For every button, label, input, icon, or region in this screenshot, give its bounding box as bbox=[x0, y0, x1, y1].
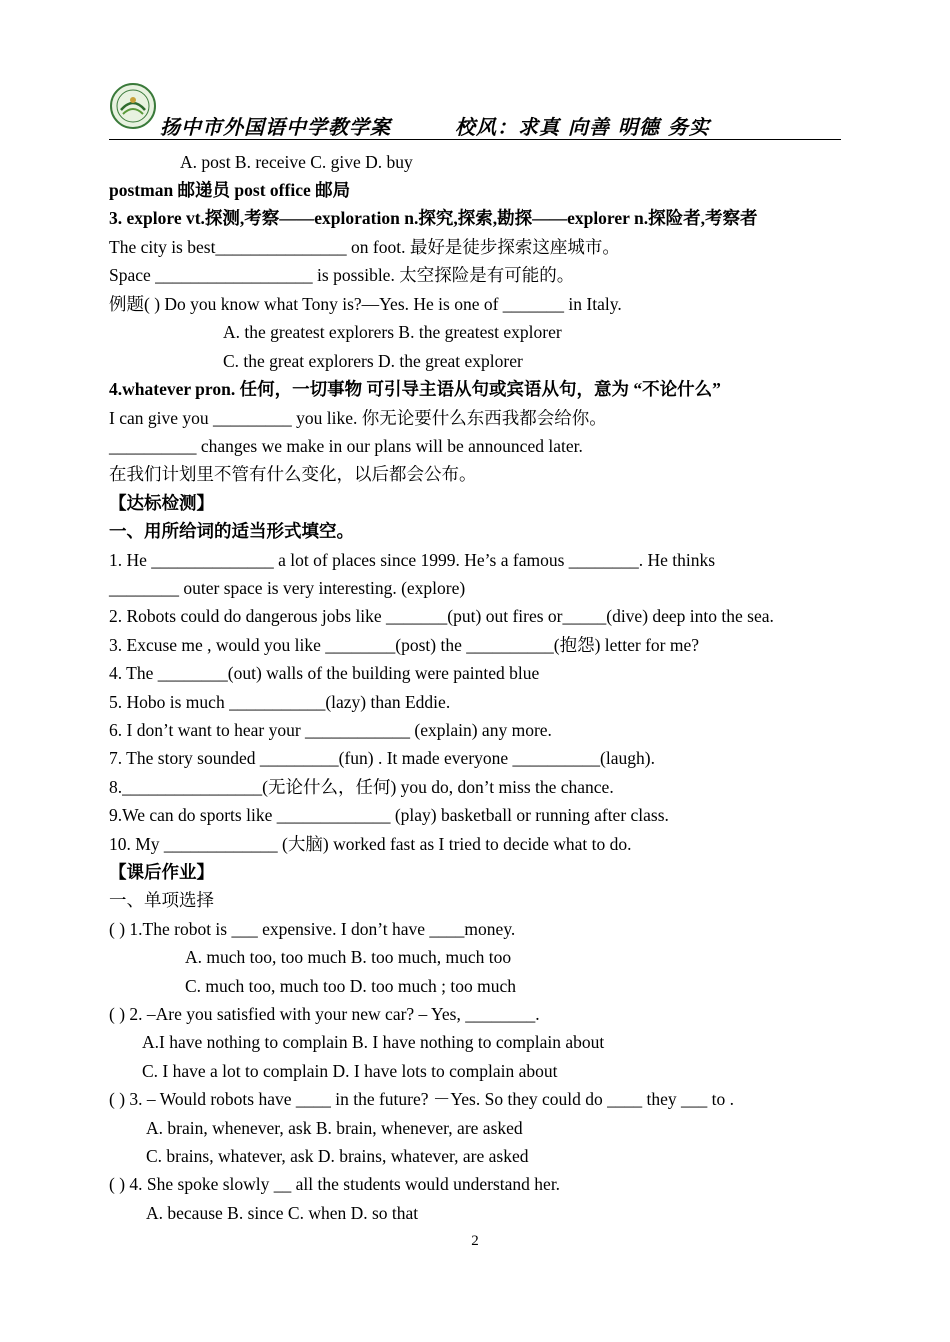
option-line: A. much too, too much B. too much, much too bbox=[185, 947, 512, 967]
section-heading: 【课后作业】 bbox=[109, 862, 214, 882]
mc-question: ( ) 4. She spoke slowly __ all the students would understand her. bbox=[109, 1174, 561, 1194]
school-logo bbox=[109, 82, 157, 130]
exercise-item: 3. Excuse me , would you like ________(post) the __________(抱怨) letter for me? bbox=[109, 635, 700, 655]
option-line: A. post B. receive C. give D. buy bbox=[180, 152, 413, 172]
option-line: C. the great explorers D. the great explorer bbox=[223, 351, 523, 371]
example-sentence: I can give you _________ you like. 你无论要什么东西我都会给你。 bbox=[109, 408, 607, 428]
page-number: 2 bbox=[471, 1233, 479, 1249]
exercise-item: 6. I don’t want to hear your ____________ (explain) any more. bbox=[109, 720, 552, 740]
option-line: A. brain, whenever, ask B. brain, whenever, are asked bbox=[146, 1118, 523, 1138]
vocab-whatever-heading: 4.whatever pron. 任何，一切事物 可引导主语从句或宾语从句，意为 “不论什么” bbox=[109, 379, 721, 399]
section-heading: 【达标检测】 bbox=[109, 493, 214, 513]
mc-question: ( ) 3. – Would robots have ____ in the future? －Yes. So they could do ____ they ___ to . bbox=[109, 1089, 734, 1109]
example-question: 例题( ) Do you know what Tony is?—Yes. He is one of _______ in Italy. bbox=[109, 294, 622, 314]
exercise-item: 9.We can do sports like _____________ (play) basketball or running after class. bbox=[109, 805, 669, 825]
exercise-instruction: 一、用所给词的适当形式填空。 bbox=[109, 521, 354, 541]
exercise-item: 1. He ______________ a lot of places since 1999. He’s a famous ________. He thinks bbox=[109, 550, 716, 570]
school-name: 扬中市外国语中学教学案 bbox=[160, 115, 391, 139]
vocab-note: postman 邮递员 post office 邮局 bbox=[109, 180, 351, 200]
vocab-explore-heading: 3. explore vt.探测,考察——exploration n.探究,探索,勘探——explorer n.探险者,考察者 bbox=[109, 208, 758, 228]
option-line: A. because B. since C. when D. so that bbox=[146, 1203, 419, 1223]
school-motto: 校风：求真 向善 明德 务实 bbox=[455, 115, 710, 139]
exercise-item: 7. The story sounded _________(fun) . It made everyone __________(laugh). bbox=[109, 748, 655, 768]
header-divider bbox=[109, 139, 841, 140]
exercise-item: ________ outer space is very interesting. (explore) bbox=[109, 578, 466, 598]
option-line: C. much too, much too D. too much ; too much bbox=[185, 976, 517, 996]
example-sentence: Space __________________ is possible. 太空探险是有可能的。 bbox=[109, 265, 575, 285]
option-line: A.I have nothing to complain B. I have nothing to complain about bbox=[142, 1032, 605, 1052]
mc-question: ( ) 2. –Are you satisfied with your new car? – Yes, ________. bbox=[109, 1004, 540, 1024]
example-sentence: The city is best_______________ on foot. 最好是徒步探索这座城市。 bbox=[109, 237, 620, 257]
exercise-item: 10. My _____________ (大脑) worked fast as I tried to decide what to do. bbox=[109, 834, 632, 854]
exercise-item: 2. Robots could do dangerous jobs like _______(put) out fires or_____(dive) deep into the sea. bbox=[109, 606, 774, 626]
example-translation: 在我们计划里不管有什么变化，以后都会公布。 bbox=[109, 464, 477, 484]
exercise-item: 8.________________(无论什么，任何) you do, don’t miss the chance. bbox=[109, 777, 614, 797]
exercise-instruction: 一、单项选择 bbox=[109, 890, 214, 910]
exercise-item: 4. The ________(out) walls of the building were painted blue bbox=[109, 663, 540, 683]
exercise-item: 5. Hobo is much ___________(lazy) than Eddie. bbox=[109, 692, 451, 712]
option-line: C. brains, whatever, ask D. brains, whatever, are asked bbox=[146, 1146, 529, 1166]
example-sentence: __________ changes we make in our plans will be announced later. bbox=[109, 436, 583, 456]
option-line: C. I have a lot to complain D. I have lots to complain about bbox=[142, 1061, 558, 1081]
option-line: A. the greatest explorers B. the greatest explorer bbox=[223, 322, 562, 342]
mc-question: ( ) 1.The robot is ___ expensive. I don’t have ____money. bbox=[109, 919, 516, 939]
